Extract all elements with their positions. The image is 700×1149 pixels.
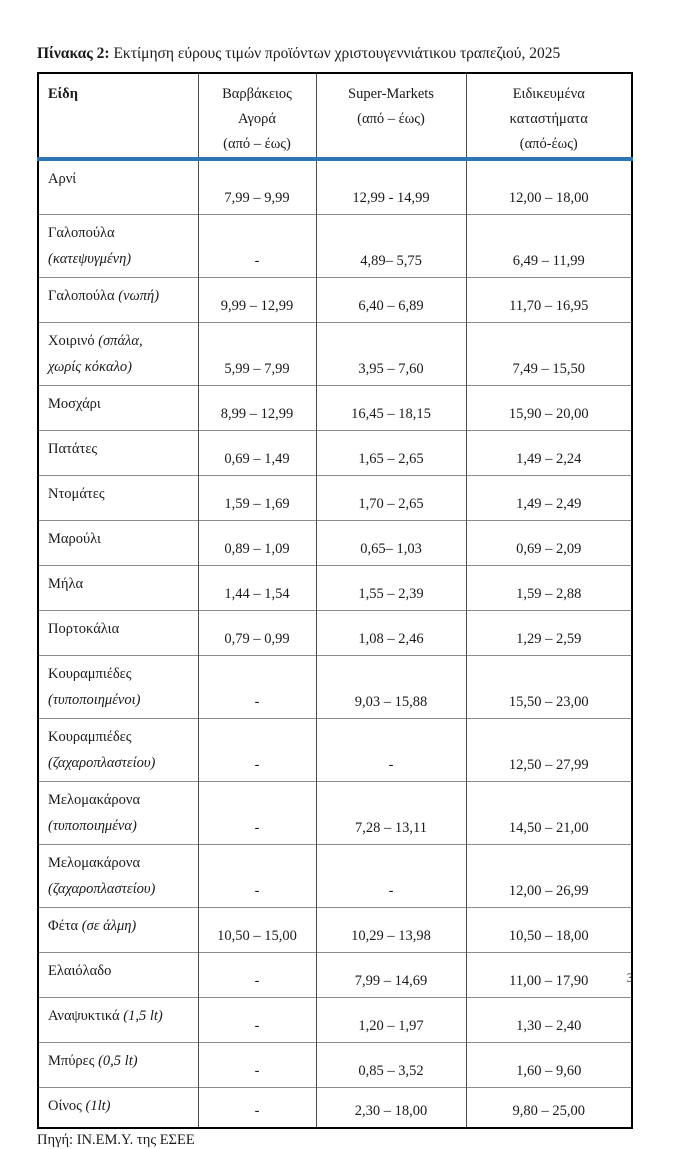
product-name-cell — [38, 845, 198, 908]
product-name-line — [48, 571, 194, 597]
product-name-cell — [38, 566, 198, 611]
product-name-cell — [38, 908, 198, 953]
table-row — [38, 386, 632, 431]
price-cell-specialty: 14,50 – 21,00 — [466, 782, 632, 845]
product-name-segment: Αναψυκτικά — [48, 1008, 124, 1025]
price-cell-specialty: 12,00 – 26,99 — [466, 845, 632, 908]
price-cell-varvakios: - — [198, 215, 316, 278]
product-name-segment: Μπύρες — [48, 1053, 99, 1070]
table-row — [38, 323, 632, 386]
table-row — [38, 953, 632, 998]
product-name-line — [48, 166, 194, 192]
product-name-italic-segment: (ζαχαροπλαστείου) — [48, 881, 156, 898]
product-name-cell — [38, 611, 198, 656]
product-name-line — [48, 661, 194, 687]
product-name-line — [48, 354, 194, 380]
product-name-line — [48, 958, 194, 984]
price-cell-varvakios: 0,89 – 1,09 — [198, 521, 316, 566]
table-row — [38, 782, 632, 845]
product-name-line — [48, 750, 194, 776]
column-header-varvakios — [198, 73, 316, 159]
product-name-cell — [38, 1088, 198, 1129]
price-cell-specialty: 1,60 – 9,60 — [466, 1043, 632, 1088]
product-name-italic-segment: χωρίς κόκαλο) — [48, 359, 132, 376]
product-name-line — [48, 616, 194, 642]
product-name-segment: Μαρούλι — [48, 531, 101, 548]
header-line: Βαρβάκειος — [222, 86, 292, 103]
product-name-cell — [38, 278, 198, 323]
table-row — [38, 566, 632, 611]
table-caption-label: Πίνακας 2: — [37, 45, 110, 62]
price-cell-varvakios: 9,99 – 12,99 — [198, 278, 316, 323]
column-header-items: Είδη — [38, 73, 198, 159]
product-name-line — [48, 391, 194, 417]
price-cell-specialty: 9,80 – 25,00 — [466, 1088, 632, 1129]
product-name-cell — [38, 782, 198, 845]
table-caption-text: Εκτίμηση εύρους τιμών προϊόντων χριστουγεννιάτικου τραπεζιού, 2025 — [109, 45, 561, 62]
price-cell-supermarkets: 9,03 – 15,88 — [316, 656, 466, 719]
price-cell-varvakios: - — [198, 656, 316, 719]
price-cell-specialty: 7,49 – 15,50 — [466, 323, 632, 386]
product-name-line — [48, 220, 194, 246]
price-cell-specialty: 12,00 – 18,00 — [466, 159, 632, 215]
price-range-table — [37, 72, 633, 1129]
product-name-line — [48, 526, 194, 552]
product-name-italic-segment: (τυποποιημένα) — [48, 818, 137, 835]
product-name-segment: Μελομακάρονα — [48, 792, 141, 809]
header-line: Ειδικευμένα — [512, 86, 585, 103]
product-name-cell — [38, 476, 198, 521]
product-name-cell — [38, 521, 198, 566]
price-cell-specialty: 1,49 – 2,49 — [466, 476, 632, 521]
price-cell-supermarkets: 2,30 – 18,00 — [316, 1088, 466, 1129]
price-cell-varvakios: - — [198, 719, 316, 782]
product-name-line — [48, 283, 194, 309]
page-number: 3 — [626, 971, 633, 985]
product-name-line — [48, 1003, 194, 1029]
price-cell-specialty: 1,30 – 2,40 — [466, 998, 632, 1043]
price-cell-varvakios: 1,59 – 1,69 — [198, 476, 316, 521]
price-cell-varvakios: 8,99 – 12,99 — [198, 386, 316, 431]
price-cell-specialty: 6,49 – 11,99 — [466, 215, 632, 278]
price-cell-varvakios: - — [198, 845, 316, 908]
product-name-segment: Γαλοπούλα — [48, 288, 119, 305]
price-cell-varvakios: - — [198, 998, 316, 1043]
product-name-segment: Ελαιόλαδο — [48, 963, 112, 980]
header-line: (από – έως) — [357, 111, 425, 128]
product-name-line — [48, 328, 194, 354]
product-name-cell — [38, 953, 198, 998]
product-name-cell — [38, 1043, 198, 1088]
table-row — [38, 159, 632, 215]
product-name-cell — [38, 323, 198, 386]
price-cell-supermarkets: 3,95 – 7,60 — [316, 323, 466, 386]
table-row — [38, 656, 632, 719]
product-name-italic-segment: (κατεψυγμένη) — [48, 251, 132, 268]
product-name-italic-segment: (1lt) — [85, 1098, 111, 1115]
table-row — [38, 1088, 632, 1129]
product-name-cell — [38, 386, 198, 431]
product-name-cell — [38, 159, 198, 215]
price-cell-specialty: 10,50 – 18,00 — [466, 908, 632, 953]
product-name-line — [48, 913, 194, 939]
price-cell-supermarkets: - — [316, 845, 466, 908]
table-row — [38, 278, 632, 323]
price-cell-varvakios: 0,69 – 1,49 — [198, 431, 316, 476]
product-name-segment: Χοιρινό — [48, 333, 99, 350]
table-row — [38, 998, 632, 1043]
header-line: Super-Markets — [348, 86, 434, 103]
table-body — [38, 159, 632, 1128]
price-cell-supermarkets: 1,08 – 2,46 — [316, 611, 466, 656]
product-name-italic-segment: (σε άλμη) — [81, 918, 137, 935]
source-note: Πηγή: ΙΝ.ΕΜ.Υ. της ΕΣΕΕ — [37, 1132, 195, 1149]
price-cell-varvakios: - — [198, 1043, 316, 1088]
price-cell-supermarkets: 0,65– 1,03 — [316, 521, 466, 566]
product-name-line — [48, 1048, 194, 1074]
table-row — [38, 215, 632, 278]
product-name-italic-segment: (τυποποιημένοι) — [48, 692, 141, 709]
price-cell-specialty: 15,50 – 23,00 — [466, 656, 632, 719]
price-cell-supermarkets: 12,99 - 14,99 — [316, 159, 466, 215]
product-name-line — [48, 481, 194, 507]
table-row — [38, 611, 632, 656]
price-cell-specialty: 15,90 – 20,00 — [466, 386, 632, 431]
price-cell-specialty: 1,49 – 2,24 — [466, 431, 632, 476]
product-name-italic-segment: (σπάλα, — [98, 333, 143, 350]
product-name-line — [48, 850, 194, 876]
product-name-segment: Μήλα — [48, 576, 84, 593]
product-name-cell — [38, 431, 198, 476]
product-name-line — [48, 813, 194, 839]
table-row — [38, 431, 632, 476]
product-name-segment: Οίνος — [48, 1098, 86, 1115]
product-name-line — [48, 687, 194, 713]
price-cell-varvakios: 7,99 – 9,99 — [198, 159, 316, 215]
price-cell-supermarkets: 0,85 – 3,52 — [316, 1043, 466, 1088]
column-header-supermarkets — [316, 73, 466, 159]
price-cell-varvakios: - — [198, 953, 316, 998]
product-name-segment: Κουραμπιέδες — [48, 666, 132, 683]
product-name-line — [48, 787, 194, 813]
price-cell-varvakios: 0,79 – 0,99 — [198, 611, 316, 656]
product-name-segment: Πορτοκάλια — [48, 621, 120, 638]
table-row — [38, 1043, 632, 1088]
table-caption — [37, 44, 631, 63]
price-cell-varvakios: - — [198, 1088, 316, 1129]
price-cell-supermarkets: 1,20 – 1,97 — [316, 998, 466, 1043]
table-row — [38, 476, 632, 521]
price-cell-supermarkets: 1,55 – 2,39 — [316, 566, 466, 611]
product-name-line — [48, 246, 194, 272]
price-cell-varvakios: 5,99 – 7,99 — [198, 323, 316, 386]
product-name-segment: Μοσχάρι — [48, 396, 101, 413]
page-content — [37, 44, 631, 1149]
price-cell-supermarkets: 7,28 – 13,11 — [316, 782, 466, 845]
product-name-segment: Πατάτες — [48, 441, 98, 458]
table-row — [38, 521, 632, 566]
header-line: καταστήματα — [509, 111, 588, 128]
product-name-italic-segment: (1,5 lt) — [123, 1008, 163, 1025]
price-cell-supermarkets: 1,70 – 2,65 — [316, 476, 466, 521]
price-cell-supermarkets: 1,65 – 2,65 — [316, 431, 466, 476]
header-row — [38, 73, 632, 159]
product-name-italic-segment: (0,5 lt) — [98, 1053, 138, 1070]
product-name-segment: Φέτα — [48, 918, 82, 935]
product-name-cell — [38, 998, 198, 1043]
price-cell-specialty: 11,70 – 16,95 — [466, 278, 632, 323]
price-cell-supermarkets: 4,89– 5,75 — [316, 215, 466, 278]
table-row — [38, 719, 632, 782]
header-line: Αγορά — [238, 111, 276, 128]
product-name-line — [48, 724, 194, 750]
table-header — [38, 73, 632, 159]
product-name-cell — [38, 719, 198, 782]
price-cell-varvakios: - — [198, 782, 316, 845]
product-name-segment: Ντομάτες — [48, 486, 105, 503]
price-cell-supermarkets: 7,99 – 14,69 — [316, 953, 466, 998]
price-cell-supermarkets: 6,40 – 6,89 — [316, 278, 466, 323]
price-cell-specialty: 1,59 – 2,88 — [466, 566, 632, 611]
price-cell-supermarkets: - — [316, 719, 466, 782]
price-cell-varvakios: 10,50 – 15,00 — [198, 908, 316, 953]
price-cell-supermarkets: 16,45 – 18,15 — [316, 386, 466, 431]
price-cell-specialty: 1,29 – 2,59 — [466, 611, 632, 656]
product-name-line — [48, 1093, 194, 1119]
product-name-segment: Κουραμπιέδες — [48, 729, 132, 746]
price-cell-specialty: 12,50 – 27,99 — [466, 719, 632, 782]
product-name-cell — [38, 215, 198, 278]
product-name-segment: Αρνί — [48, 171, 77, 188]
table-row — [38, 845, 632, 908]
column-header-specialty — [466, 73, 632, 159]
product-name-line — [48, 436, 194, 462]
price-cell-specialty: 11,00 – 17,90 — [466, 953, 632, 998]
table-row — [38, 908, 632, 953]
product-name-italic-segment: (ζαχαροπλαστείου) — [48, 755, 156, 772]
product-name-segment: Γαλοπούλα — [48, 225, 115, 242]
header-line: (από – έως) — [223, 136, 291, 153]
price-cell-varvakios: 1,44 – 1,54 — [198, 566, 316, 611]
price-cell-specialty: 0,69 – 2,09 — [466, 521, 632, 566]
product-name-line — [48, 876, 194, 902]
product-name-segment: Μελομακάρονα — [48, 855, 141, 872]
price-cell-supermarkets: 10,29 – 13,98 — [316, 908, 466, 953]
product-name-cell — [38, 656, 198, 719]
product-name-italic-segment: (νωπή) — [118, 288, 160, 305]
header-line: (από-έως) — [519, 136, 578, 153]
